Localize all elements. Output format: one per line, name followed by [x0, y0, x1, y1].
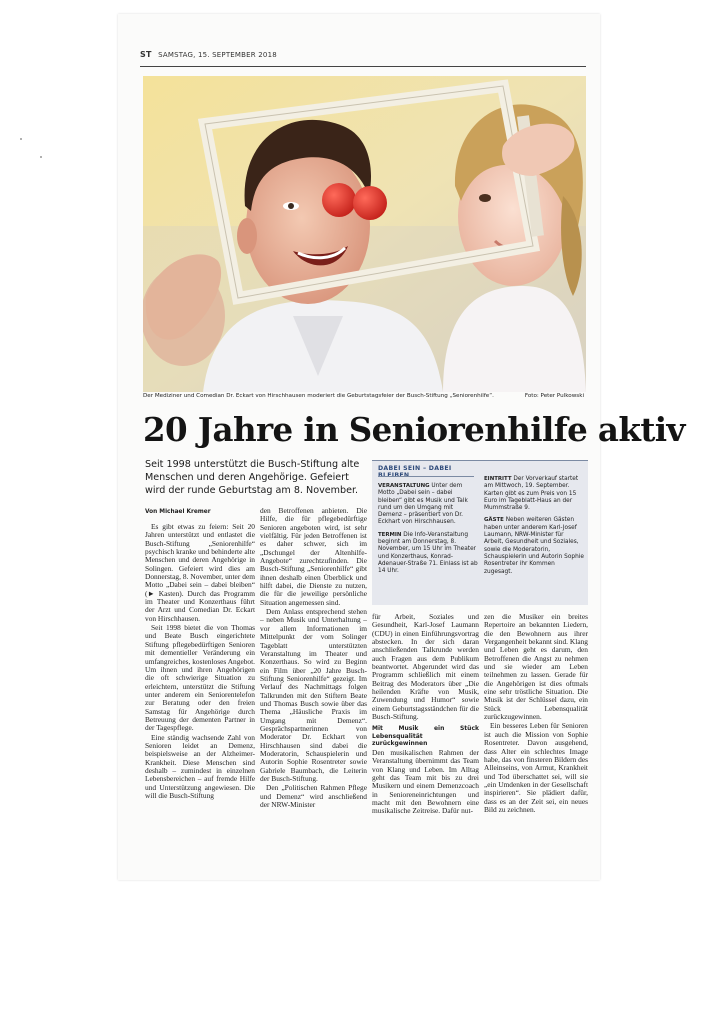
- paragraph: Den musikalischen Rahmen der Veranstaltung übernimmt das Team von Klang und Leben. Im Alltag geht das Team mit bis zu drei Musikern und einem Demenzcoach in Senioreneinrichtungen und macht mit den Bewohnern eine musikalische Zeitreise. Dafür nut-: [372, 747, 479, 816]
- article-byline: Von Michael Kremer: [145, 509, 211, 515]
- paragraph: zen die Musiker ein breites Repertoire an bekannten Liedern, die den Bewohnern aus ihrer Vergangenheit bekannt sind. Klang und Leben geht es darum, den Betroffenen die Angst zu nehmen und sie wieder am Leben teilnehmen zu lassen. Gerade für die Angehörigen ist dies oftmals eine sehr tröstliche Situation. Die Musik ist der Schlüssel dazu, ein Stück Lebensqualität zurückzugewinnen.: [484, 612, 588, 722]
- column-1: [145, 523, 255, 801]
- paragraph: Den „Politischen Rahmen Pflege und Demenz“ wird anschließend der NRW-Minister: [260, 783, 367, 810]
- column-3: [372, 613, 479, 817]
- info-item-date: [378, 532, 478, 576]
- article-lead: Seit 1998 unterstützt die Busch-Stiftung alte Menschen und deren Angehörige. Gefeiert wird der runde Geburtstag am 8. November.: [145, 459, 360, 497]
- scan-speck: [20, 138, 22, 140]
- photo-illustration: [143, 76, 586, 392]
- scan-speck: [40, 156, 42, 158]
- section-label: ST: [140, 50, 152, 59]
- info-box-right-column: [484, 476, 584, 581]
- info-item-event: [378, 483, 478, 527]
- issue-date: SAMSTAG, 15. SEPTEMBER 2018: [158, 51, 277, 59]
- column-4: [484, 613, 588, 815]
- paragraph: Ein besseres Leben für Senioren ist auch die Mission von Sophie Rosentreter. Davon ausgehend, dass Alter ein schlechtes Image habe, das von finsteren Bildern des Alleinseins, von Armut, Krankheit und Tod überschattet sei, will sie „ein Umdenken in der Gesellschaft inspirieren“. Sie plädiert dafür, dass es an der Zeit sei, ein neues Bild zu zeichnen.: [484, 721, 588, 814]
- header-rule: [140, 66, 586, 67]
- subheading: Mit Musik ein Stück Lebensqualität zurückgewinnen: [372, 725, 479, 748]
- paragraph: für Arbeit, Soziales und Gesundheit, Karl-Josef Laumann (CDU) in einen Einführungsvortrag abstecken. In der sich daran anschließenden Talkrunde werden auch Fragen aus dem Publikum beantwortet. Abgerundet wird das Programm schließlich mit einem Beitrag des Moderators über „Die heilenden Kräfte von Musik, Zuwendung und Humor“ sowie einem Geburtstagsständchen für die Busch-Stiftung.: [372, 612, 479, 722]
- page-header: [140, 50, 586, 64]
- paragraph: Dem Anlass entsprechend stehen – neben Musik und Unterhaltung – vor allem Informationen im Mittelpunkt der vom Solinger Tageblatt unterstützten Veranstaltung im Theater und Konzerthaus. So wird zu Beginn ein Film über „20 Jahre Busch-Stiftung Seniorenhilfe“ gezeigt. Im Verlauf des Nachmittags folgen Talkrunden mit den Stiftern Beate und Thomas Busch sowie über das Thema „Häusliche Praxis im Umgang mit Demenz“. Gesprächspartnerinnen von Moderator Dr. Eckhart von Hirschhausen sind dabei die Moderatorin, Schauspielerin und Autorin Sophie Rosentreter sowie Gabriele Baumbach, die Leiterin der Busch-Stiftung.: [260, 607, 367, 783]
- paragraph: Eine ständig wachsende Zahl von Senioren leidet an Demenz, beispielsweise an der Alzheimer-Krankheit. Diese Menschen sind deshalb – zumindest in einzelnen Lebensbereichen – auf fremde Hilfe und Unterstützung angewiesen. Die will die Busch-Stiftung: [145, 732, 255, 800]
- info-box: [372, 460, 588, 605]
- info-text: Die Info-Veranstaltung beginnt am Donnerstag, 8. November, um 15 Uhr im Theater und Konzerthaus, Konrad-Adenauer-Straße 71. Einlass ist ab 14 Uhr.: [378, 531, 478, 575]
- article-headline: 20 Jahre in Seniorenhilfe aktiv: [143, 410, 685, 449]
- info-box-left-column: [378, 483, 478, 581]
- info-text: Der Vorverkauf startet am Mittwoch, 19. September. Karten gibt es zum Preis von 15 Euro im Tageblatt-Haus an der Mummstraße 9.: [484, 476, 579, 512]
- info-label: EINTRITT: [484, 476, 512, 482]
- caption-text: Der Mediziner und Comedian Dr. Eckart von Hirschhausen moderiert die Geburtstagsfeier der Busch-Stiftung „Seniorenhilfe“.: [143, 393, 494, 399]
- column-2: [260, 507, 367, 810]
- paragraph: den Betroffenen anbieten. Die Hilfe, die für pflegebedürftige Senioren angeboten wird, ist sehr vielfältig. Für jeden Betroffenen ist es daher schwer, sich im „Dschungel der Altenhilfe-Angebote“ zurechtzufinden. Die Busch-Stiftung „Seniorenhilfe“ gibt ihnen deshalb einen Überblick und hilft dabei, die Dienste zu nutzen, die für die jeweilige persönliche Situation angemessen sind.: [260, 506, 367, 607]
- info-box-rule: [378, 476, 474, 477]
- info-item-admission: [484, 476, 584, 512]
- info-box-title: DABEI SEIN – DABEI: [378, 465, 452, 472]
- article-photo: [143, 76, 586, 392]
- paragraph: Seit 1998 bietet die von Thomas und Beate Busch eingerichtete Stiftung pflegebedürftigen Senioren mit dementieller Veränderung ein umfangreiches, kostenloses Angebot. Um ihnen und ihren Angehörigen die oft schwierige Situation zu erleichtern, unterstützt die Stiftung unter anderem ein Seniorentelefon zur Beratung oder den freien Samstag für Angehörige durch Betreuung der dementen Partner in der Tagespflege.: [145, 623, 256, 733]
- info-item-guests: [484, 517, 584, 575]
- info-text: Neben weiteren Gästen haben unter anderem Karl-Josef Laumann, NRW-Minister für Arbeit, Gesundheit und Soziales, sowie die Moderatorin, Schauspielerin und Autorin Sophie Rosentreter ihr Kommen zugesagt.: [484, 517, 584, 575]
- info-label: GÄSTE: [484, 517, 504, 524]
- photo-caption: [143, 393, 586, 403]
- info-label: VERANSTALTUNG: [378, 483, 430, 489]
- photo-credit: Foto: Peter Pulkowski: [524, 393, 584, 399]
- info-text: Unter dem Motto „Dabei sein – dabei bleiben“ gibt es Musik und Talk rund um den Umgang mit Demenz – präsentiert von Dr. Eckhart von Hirschhausen.: [378, 483, 468, 526]
- paragraph: Es gibt etwas zu feiern: Seit 20 Jahren unterstützt und entlastet die Busch-Stiftung „Seniorenhilfe“ psychisch kranke und behinderte alte Menschen und deren Angehörige in Solingen. Gefeiert wird dies am Donnerstag, 8. November, unter dem Motto „Dabei sein – dabei bleiben“ (► Kasten). Durch das Programm im Theater und Konzerthaus führt der Arzt und Comedian Dr. Eckart von Hirschhausen.: [145, 522, 255, 623]
- info-label: TERMIN: [378, 531, 402, 538]
